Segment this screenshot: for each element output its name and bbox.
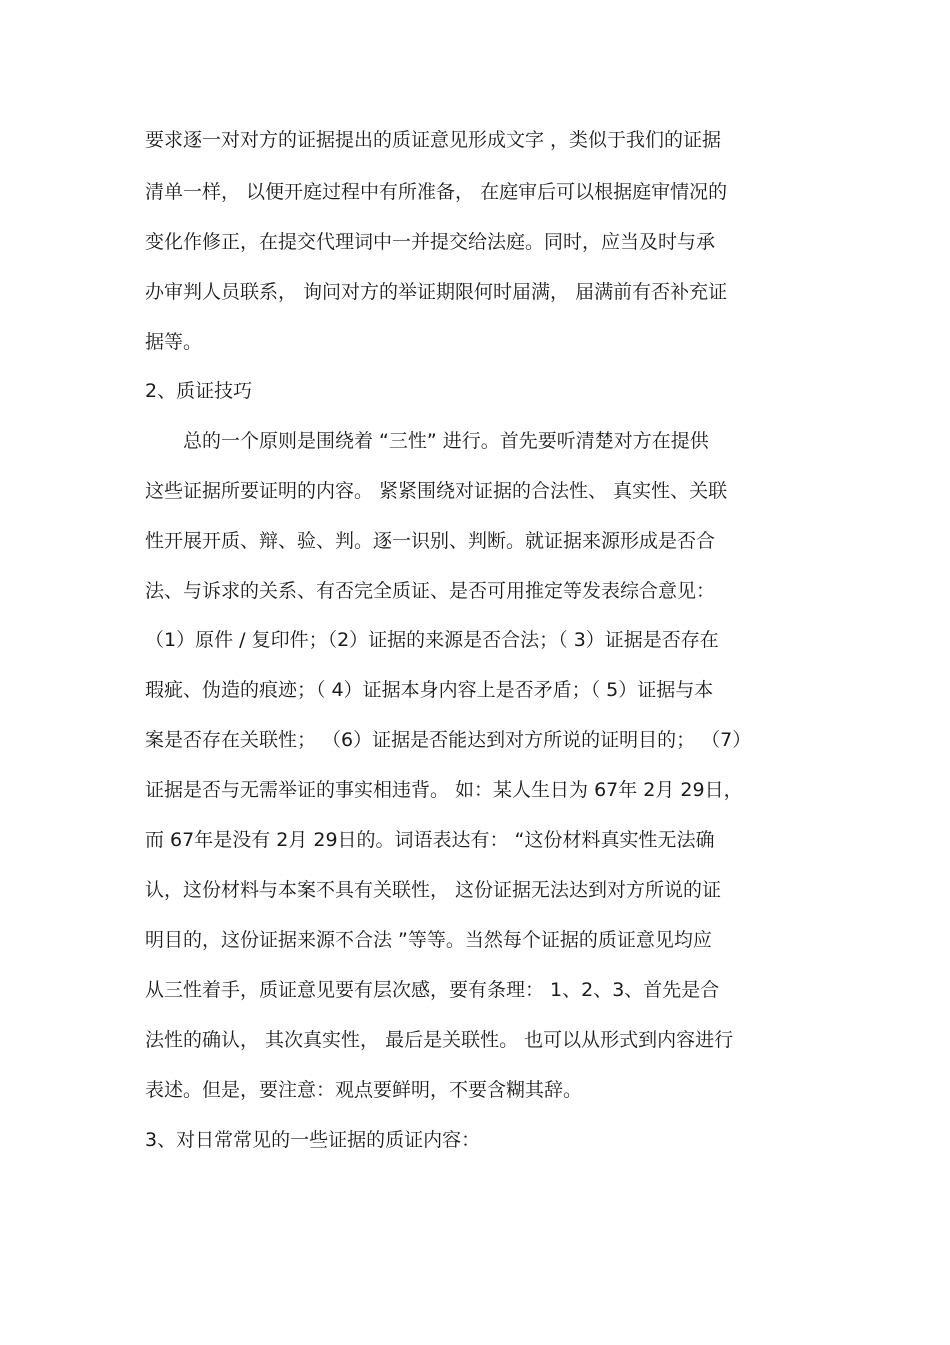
text-line: 清单一样， 以便开庭过程中有所准备， 在庭审后可以根据庭审情况的 — [145, 181, 728, 203]
text-line: 这些证据所要证明的内容。 紧紧围绕对证据的合法性、 真实性、关联 — [145, 480, 728, 502]
text-line: 证据是否与无需举证的事实相违背。 如：某人生日为 67年 2月 29日， — [145, 779, 743, 801]
text-line: 性开展开质、辩、验、判。逐一识别、判断。就证据来源形成是否合 — [145, 530, 716, 552]
text-line: 从三性着手，质证意见要有层次感，要有条理： 1、2、3、首先是合 — [145, 979, 720, 1001]
text-line: 总的一个原则是围绕着 “三性” 进行。首先要听清楚对方在提供 — [145, 430, 709, 452]
text-line: 法、与诉求的关系、有否完全质证、是否可用推定等发表综合意见： — [145, 580, 716, 602]
text-line: （1）原件 / 复印件；（2）证据的来源是否合法；（ 3）证据是否存在 — [145, 629, 719, 651]
text-line: 表述。但是，要注意：观点要鲜明，不要含糊其辞。 — [145, 1079, 583, 1101]
section-heading: 2、质证技巧 — [145, 380, 253, 402]
text-line: 变化作修正，在提交代理词中一并提交给法庭。同时，应当及时与承 — [145, 231, 716, 253]
text-line: 案是否存在关联性； （6）证据是否能达到对方所说的证明目的； （7） — [145, 729, 752, 751]
text-line: 而 67年是没有 2月 29日的。词语表达有： “这份材料真实性无法确 — [145, 829, 715, 851]
text-line: 要求逐一对对方的证据提出的质证意见形成文字 ，类似于我们的证据 — [145, 129, 722, 151]
text-line: 瑕疵、伪造的痕迹；（ 4）证据本身内容上是否矛盾；（ 5）证据与本 — [145, 679, 714, 701]
text-line: 明目的，这份证据来源不合法 ”等等。当然每个证据的质证意见均应 — [145, 929, 712, 951]
text-line: 据等。 — [145, 331, 203, 353]
section-heading: 3、对日常常见的一些证据的质证内容： — [145, 1129, 481, 1151]
text-line: 认，这份材料与本案不具有关联性， 这份证据无法达到对方所说的证 — [145, 879, 722, 901]
text-line: 办审判人员联系， 询问对方的举证期限何时届满， 届满前有否补充证 — [145, 281, 728, 303]
text-line: 法性的确认， 其次真实性， 最后是关联性。 也可以从形式到内容进行 — [145, 1029, 734, 1051]
